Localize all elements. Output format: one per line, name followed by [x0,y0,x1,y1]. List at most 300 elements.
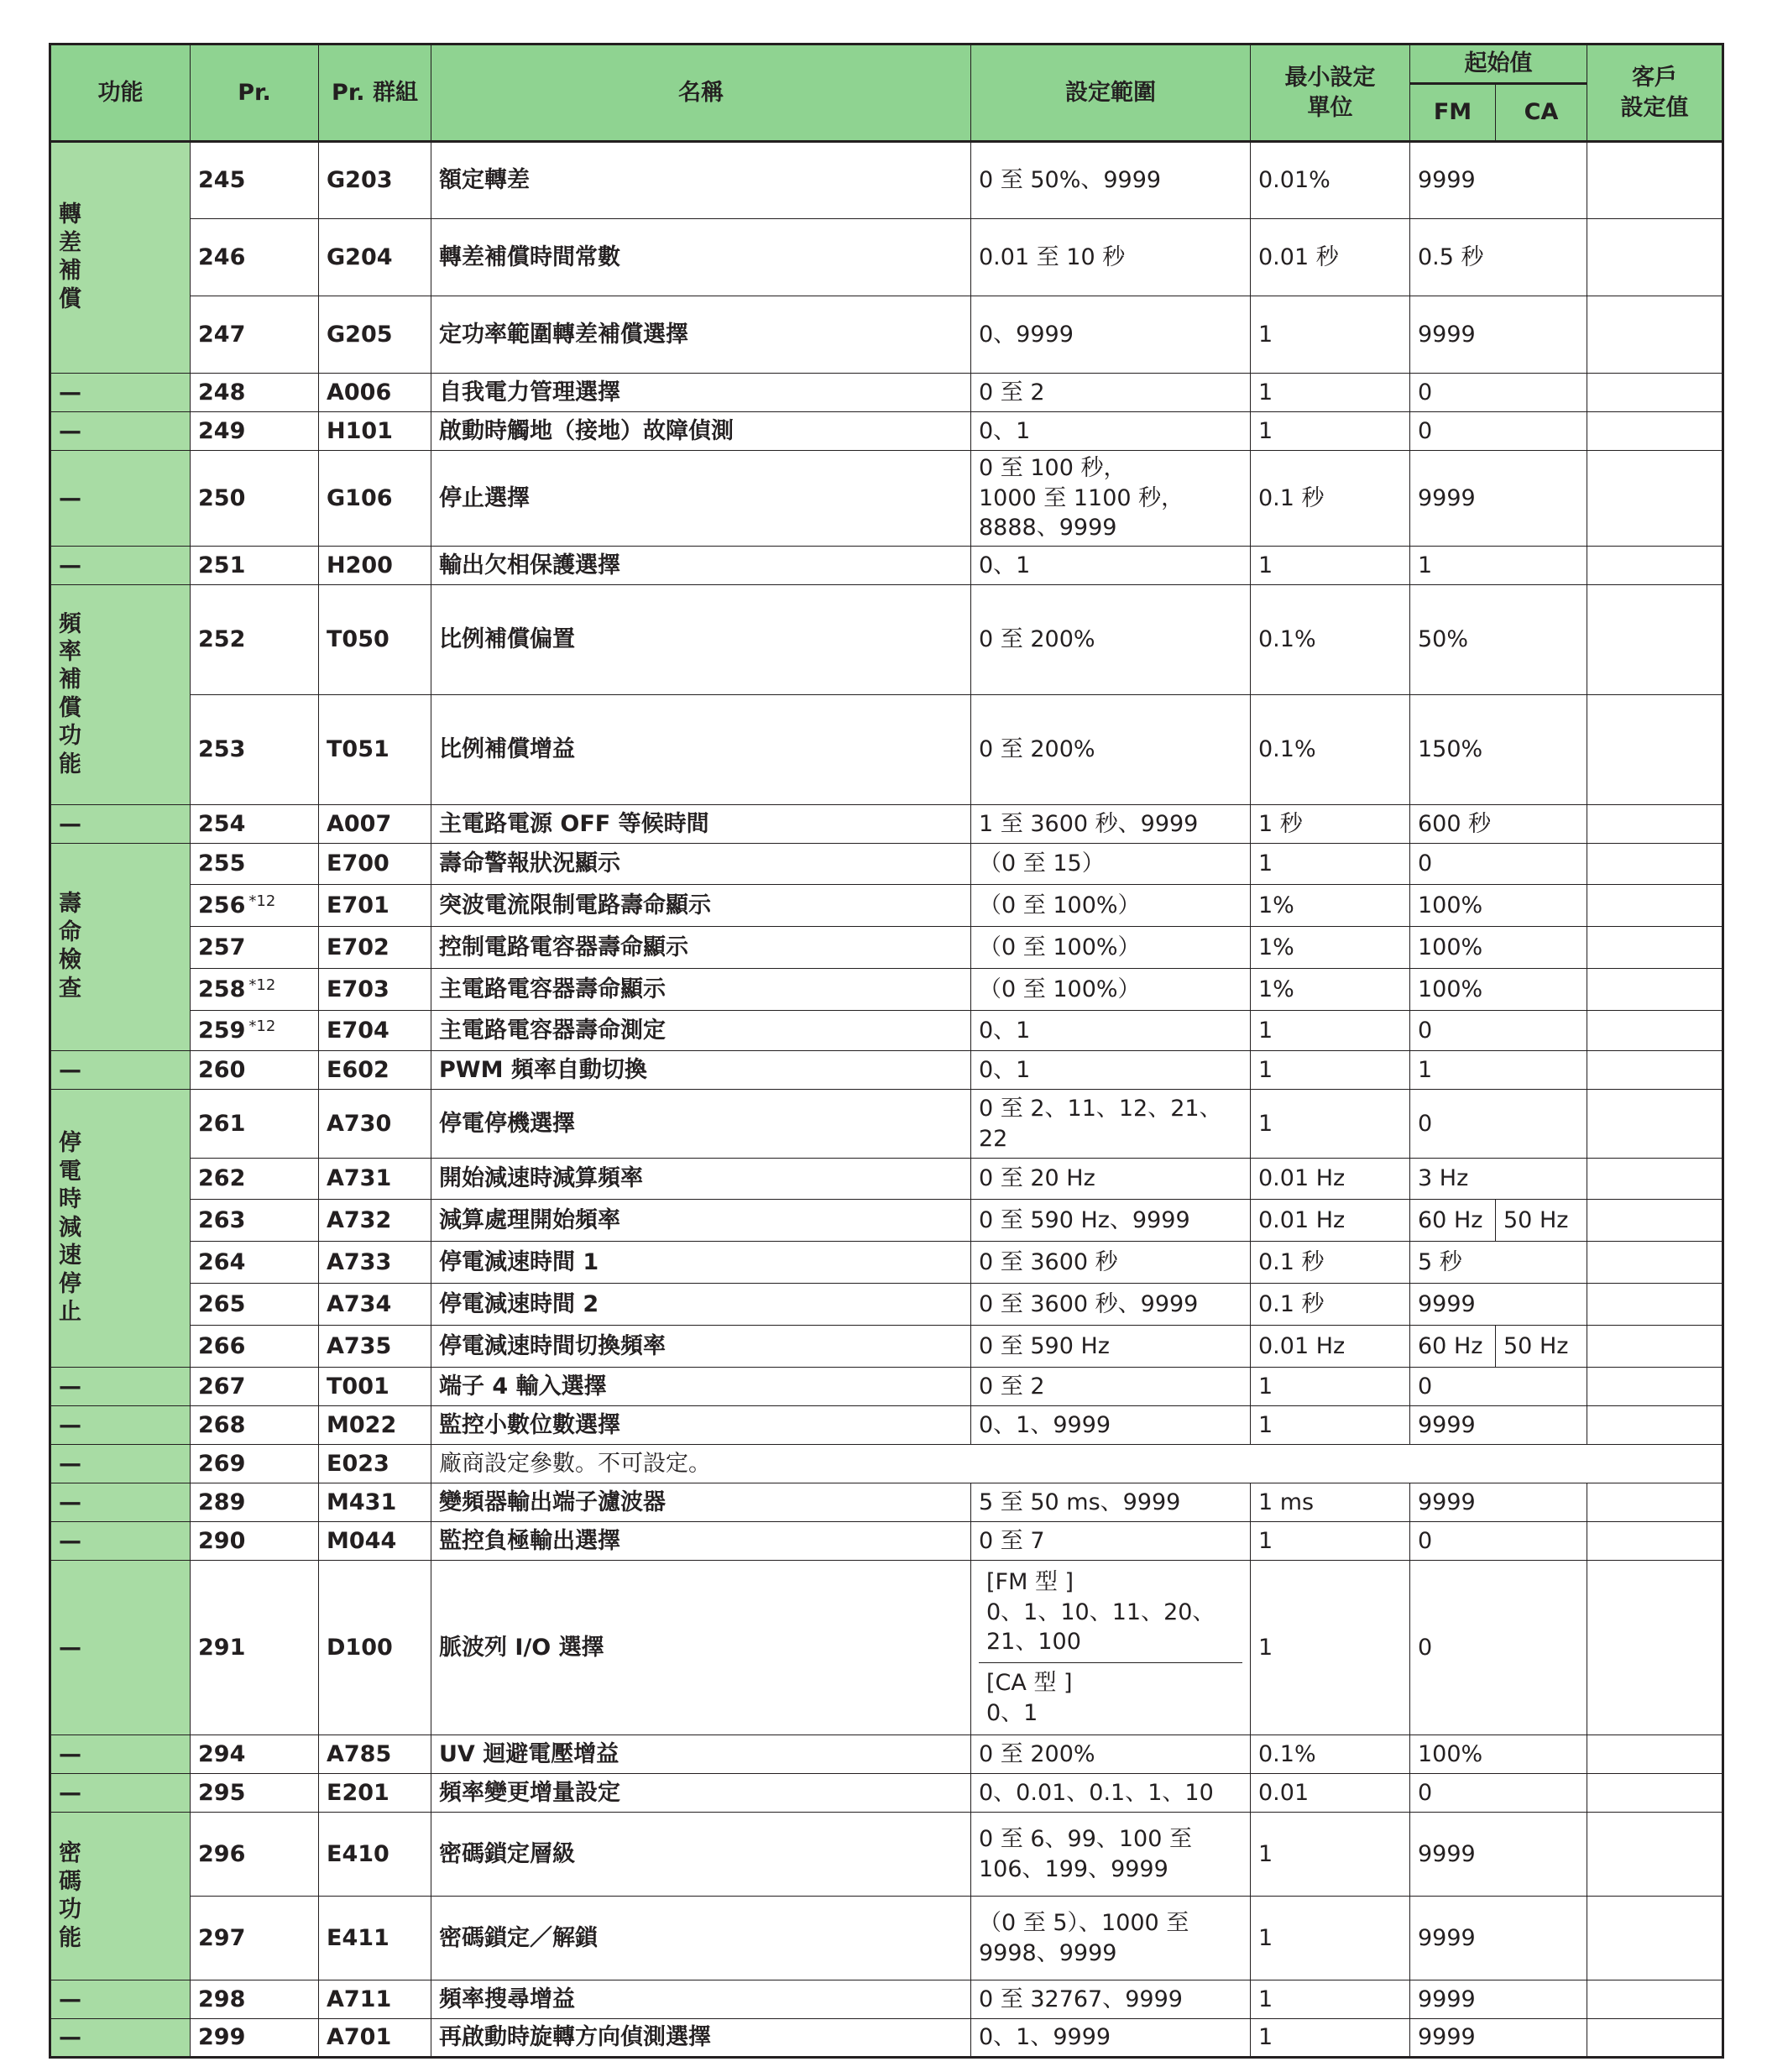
min-unit-cell: 1 秒 [1251,805,1410,844]
initial-value-cell: 9999 [1410,1980,1587,2019]
pr-number: 259 [198,1017,246,1044]
customer-setting-cell [1587,1561,1723,1735]
function-dash-cell: — [50,1483,191,1522]
setting-range-cell: 0、1 [971,547,1251,585]
pr-group-cell: A006 [319,374,431,412]
customer-setting-cell [1587,695,1723,805]
pr-group-cell: E703 [319,969,431,1011]
table-row [50,1159,1723,1200]
initial-value-cell: 150% [1410,695,1587,805]
table-row [50,969,1723,1011]
table-row [50,1980,1723,2019]
function-group-cell [50,844,191,1051]
customer-setting-cell [1587,296,1723,374]
setting-range-cell: 0 至 2 [971,374,1251,412]
pr-group-cell: T001 [319,1368,431,1406]
setting-range-cell: 0 至 590 Hz、9999 [971,1200,1251,1242]
table-row [50,1284,1723,1326]
function-dash-cell: — [50,1522,191,1561]
function-dash-cell: — [50,547,191,585]
setting-range-cell: 0、1、9999 [971,2019,1251,2058]
initial-value-cell: 9999 [1410,1284,1587,1326]
pr-number-cell [191,2019,319,2058]
initial-value-cell: 0 [1410,1774,1587,1813]
pr-number: 250 [198,484,246,511]
parameter-name-cell: 主電路電容器壽命顯示 [431,969,971,1011]
pr-group-cell: E700 [319,844,431,885]
table-row [50,885,1723,927]
min-unit-cell: 1% [1251,969,1410,1011]
parameter-name-cell: PWM 頻率自動切換 [431,1051,971,1090]
parameter-name-cell: 再啟動時旋轉方向偵測選擇 [431,2019,971,2058]
min-unit-cell: 0.01 秒 [1251,219,1410,296]
table-row [50,695,1723,805]
pr-group-cell: T051 [319,695,431,805]
customer-setting-cell [1587,1483,1723,1522]
function-group-label: 壽命檢查 [59,891,81,1002]
customer-setting-cell [1587,1159,1723,1200]
pr-number-cell [191,1897,319,1980]
pr-group-cell: A732 [319,1200,431,1242]
pr-number: 260 [198,1056,246,1083]
setting-range-cell: （0 至 15） [971,844,1251,885]
parameter-name-cell: UV 迴避電壓增益 [431,1735,971,1774]
pr-number: 294 [198,1740,246,1767]
min-unit-cell: 0.01 Hz [1251,1200,1410,1242]
pr-number-cell [191,927,319,969]
function-dash-cell: — [50,805,191,844]
pr-number-cell [191,1368,319,1406]
header-range: 設定範圍 [971,44,1251,142]
customer-setting-cell [1587,885,1723,927]
pr-group-cell: M044 [319,1522,431,1561]
function-group-cell [50,1090,191,1368]
pr-number-cell [191,1159,319,1200]
parameter-name-cell: 主電路電源 OFF 等候時間 [431,805,971,844]
customer-setting-cell [1587,142,1723,219]
function-dash-cell: — [50,412,191,451]
pr-number-cell [191,1011,319,1051]
initial-value-cell: 9999 [1410,296,1587,374]
pr-number-cell [191,1242,319,1284]
min-unit-cell: 0.01 [1251,1774,1410,1813]
header-function: 功能 [50,44,191,142]
pr-group-cell: A785 [319,1735,431,1774]
parameter-name-cell: 突波電流限制電路壽命顯示 [431,885,971,927]
customer-setting-cell [1587,805,1723,844]
parameter-name-cell: 頻率搜尋增益 [431,1980,971,2019]
customer-setting-cell [1587,1735,1723,1774]
setting-range-cell: 0 至 200% [971,585,1251,695]
pr-group-cell: A711 [319,1980,431,2019]
setting-range-cell: 0、1 [971,412,1251,451]
pr-footnote: *12 [248,892,276,910]
initial-value-cell: 3 Hz [1410,1159,1587,1200]
header-pr: Pr. [191,44,319,142]
min-unit-cell: 1 [1251,1813,1410,1897]
setting-range-ca: [CA 型 ] 0、1 [986,1669,1073,1726]
pr-number-cell [191,1406,319,1445]
customer-setting-cell [1587,1284,1723,1326]
setting-range-cell: 5 至 50 ms、9999 [971,1483,1251,1522]
min-unit-cell: 1 [1251,547,1410,585]
table-row [50,927,1723,969]
header-customer: 客戶 設定值 [1587,44,1723,142]
customer-setting-cell [1587,1522,1723,1561]
table-row [50,219,1723,296]
pr-number: 256 [198,892,246,918]
pr-number-cell [191,805,319,844]
initial-value-cell: 9999 [1410,1813,1587,1897]
pr-group-cell: M022 [319,1406,431,1445]
min-unit-cell: 1 [1251,1522,1410,1561]
min-unit-cell: 1 [1251,2019,1410,2058]
table-row [50,1200,1723,1242]
pr-number-cell [191,1326,319,1368]
pr-group-cell: G203 [319,142,431,219]
min-unit-cell: 1 [1251,844,1410,885]
pr-number-cell [191,844,319,885]
pr-group-cell: E410 [319,1813,431,1897]
table-row [50,1774,1723,1813]
pr-number: 248 [198,379,246,406]
function-dash-cell: — [50,451,191,547]
parameter-name-cell: 密碼鎖定層級 [431,1813,971,1897]
function-dash-cell: — [50,1368,191,1406]
parameter-name-cell: 減算處理開始頻率 [431,1200,971,1242]
initial-value-cell: 9999 [1410,2019,1587,2058]
setting-range-cell: 0.01 至 10 秒 [971,219,1251,296]
pr-number: 291 [198,1634,246,1661]
function-group-label: 頻率補償功能 [59,610,81,777]
pr-number-cell [191,1980,319,2019]
pr-number-cell [191,1284,319,1326]
min-unit-cell: 1 ms [1251,1483,1410,1522]
pr-number-cell [191,547,319,585]
parameter-rows [50,142,1723,2058]
pr-group-cell: T050 [319,585,431,695]
parameter-name-cell: 定功率範圍轉差補償選擇 [431,296,971,374]
table-row [50,844,1723,885]
pr-group-cell: E201 [319,1774,431,1813]
setting-range-cell: （0 至 100%） [971,927,1251,969]
pr-number: 255 [198,850,246,877]
table-row [50,1406,1723,1445]
function-group-cell [50,585,191,805]
initial-value-cell: 1 [1410,547,1587,585]
min-unit-cell: 1% [1251,927,1410,969]
pr-number-cell [191,1561,319,1735]
min-unit-cell: 1 [1251,1090,1410,1159]
customer-setting-cell [1587,547,1723,585]
initial-fm-cell: 60 Hz [1410,1200,1496,1242]
initial-value-cell: 0 [1410,844,1587,885]
function-dash-cell: — [50,1774,191,1813]
initial-value-cell: 9999 [1410,142,1587,219]
pr-number: 289 [198,1489,246,1515]
header-name: 名稱 [431,44,971,142]
pr-number: 254 [198,810,246,837]
pr-number-cell [191,412,319,451]
pr-number: 296 [198,1840,246,1867]
table-row [50,1735,1723,1774]
function-dash-cell: — [50,1980,191,2019]
setting-range-cell: （0 至 5）、1000 至 9998、9999 [971,1897,1251,1980]
parameter-name-cell: 停止選擇 [431,451,971,547]
setting-range-cell: 0 至 590 Hz [971,1326,1251,1368]
function-dash-cell: — [50,1406,191,1445]
initial-value-cell: 0 [1410,1090,1587,1159]
pr-number: 295 [198,1779,246,1806]
pr-number-cell [191,219,319,296]
setting-range-cell: 0 至 7 [971,1522,1251,1561]
pr-number: 249 [198,417,246,444]
parameter-name-cell: 脈波列 I/O 選擇 [431,1561,971,1735]
setting-range-cell: 0、1 [971,1051,1251,1090]
customer-setting-cell [1587,412,1723,451]
parameter-name-cell: 壽命警報狀況顯示 [431,844,971,885]
parameter-name-cell: 停電減速時間切換頻率 [431,1326,971,1368]
table-row [50,374,1723,412]
pr-number: 261 [198,1110,246,1137]
parameter-name-cell: 停電減速時間 2 [431,1284,971,1326]
setting-range-cell: 0 至 6、99、100 至 106、199、9999 [971,1813,1251,1897]
pr-number: 297 [198,1924,246,1951]
pr-number: 290 [198,1527,246,1554]
pr-number-cell [191,969,319,1011]
table-row [50,585,1723,695]
setting-range-cell: 0 至 100 秒， 1000 至 1100 秒， 8888、9999 [971,451,1251,547]
parameter-table [49,43,1724,2059]
pr-number: 251 [198,552,246,578]
pr-footnote: *12 [248,1017,276,1035]
table-row [50,1242,1723,1284]
min-unit-cell: 0.01 Hz [1251,1326,1410,1368]
pr-number-cell [191,1200,319,1242]
function-dash-cell: — [50,374,191,412]
customer-setting-cell [1587,1897,1723,1980]
pr-group-cell: A734 [319,1284,431,1326]
function-dash-cell: — [50,1051,191,1090]
pr-number-cell [191,885,319,927]
parameter-name-cell: 端子 4 輸入選擇 [431,1368,971,1406]
initial-value-cell: 1 [1410,1051,1587,1090]
setting-range-cell: 0 至 50%、9999 [971,142,1251,219]
min-unit-cell: 1 [1251,412,1410,451]
pr-group-cell: E704 [319,1011,431,1051]
pr-number-cell [191,1774,319,1813]
pr-number: 262 [198,1165,246,1192]
pr-number-cell [191,1090,319,1159]
customer-setting-cell [1587,844,1723,885]
setting-range-cell: 0 至 2 [971,1368,1251,1406]
setting-range-cell: （0 至 100%） [971,969,1251,1011]
table-row [50,1445,1723,1483]
pr-number-cell [191,695,319,805]
pr-number-cell [191,1522,319,1561]
pr-group-cell: A731 [319,1159,431,1200]
pr-number: 267 [198,1373,246,1400]
setting-range-cell: 0 至 3600 秒 [971,1242,1251,1284]
table-row [50,1813,1723,1897]
pr-number: 298 [198,1986,246,2012]
customer-setting-cell [1587,1980,1723,2019]
initial-value-cell: 100% [1410,969,1587,1011]
customer-setting-cell [1587,2019,1723,2058]
setting-range-cell [971,1561,1251,1735]
function-group-label: 轉差補償 [59,201,81,312]
table-row [50,1368,1723,1406]
setting-range-cell: 0 至 2、11、12、21、 22 [971,1090,1251,1159]
setting-range-cell: 1 至 3600 秒、9999 [971,805,1251,844]
customer-setting-cell [1587,1813,1723,1897]
min-unit-cell: 0.1 秒 [1251,1284,1410,1326]
initial-value-cell: 0.5 秒 [1410,219,1587,296]
pr-group-cell: E602 [319,1051,431,1090]
min-unit-cell: 1 [1251,1561,1410,1735]
table-row [50,1326,1723,1368]
customer-setting-cell [1587,1368,1723,1406]
parameter-name-cell: 停電減速時間 1 [431,1242,971,1284]
table-row [50,412,1723,451]
min-unit-cell: 1 [1251,1406,1410,1445]
table-row [50,296,1723,374]
pr-group-cell: H101 [319,412,431,451]
pr-number-cell [191,142,319,219]
function-dash-cell: — [50,1561,191,1735]
pr-group-cell: A701 [319,2019,431,2058]
table-row [50,1897,1723,1980]
pr-number: 299 [198,2024,246,2051]
parameter-name-cell: 主電路電容器壽命測定 [431,1011,971,1051]
initial-value-cell: 9999 [1410,1483,1587,1522]
pr-group-cell: H200 [319,547,431,585]
customer-setting-cell [1587,1011,1723,1051]
parameter-name-cell: 控制電路電容器壽命顯示 [431,927,971,969]
initial-value-cell: 0 [1410,1561,1587,1735]
table-row [50,805,1723,844]
pr-group-cell: G204 [319,219,431,296]
customer-setting-cell [1587,585,1723,695]
pr-number-cell [191,1445,319,1483]
pr-group-cell: D100 [319,1561,431,1735]
pr-group-cell: E701 [319,885,431,927]
initial-value-cell: 100% [1410,927,1587,969]
customer-setting-cell [1587,927,1723,969]
min-unit-cell: 1% [1251,885,1410,927]
setting-range-cell: 0 至 20 Hz [971,1159,1251,1200]
parameter-name-cell: 廠商設定參數。不可設定。 [431,1445,1723,1483]
initial-value-cell: 0 [1410,412,1587,451]
pr-number-cell [191,374,319,412]
header-min-unit: 最小設定 單位 [1251,44,1410,142]
customer-setting-cell [1587,1051,1723,1090]
parameter-name-cell: 啟動時觸地（接地）故障偵測 [431,412,971,451]
table-row [50,1011,1723,1051]
initial-value-cell: 9999 [1410,1897,1587,1980]
pr-group-cell: E411 [319,1897,431,1980]
pr-number-cell [191,1735,319,1774]
table-row [50,1522,1723,1561]
min-unit-cell: 0.01 Hz [1251,1159,1410,1200]
pr-group-cell: A730 [319,1090,431,1159]
customer-setting-cell [1587,219,1723,296]
min-unit-cell: 1 [1251,1980,1410,2019]
min-unit-cell: 1 [1251,1051,1410,1090]
customer-setting-cell [1587,1090,1723,1159]
table-row [50,547,1723,585]
pr-number: 252 [198,626,246,653]
pr-footnote: *12 [248,976,276,994]
min-unit-cell: 1 [1251,1011,1410,1051]
min-unit-cell: 0.01% [1251,142,1410,219]
function-dash-cell: — [50,1735,191,1774]
parameter-name-cell: 開始減速時減算頻率 [431,1159,971,1200]
min-unit-cell: 0.1 秒 [1251,451,1410,547]
table-row [50,451,1723,547]
customer-setting-cell [1587,969,1723,1011]
function-dash-cell: — [50,1445,191,1483]
parameter-table-container [49,43,1722,2059]
min-unit-cell: 1 [1251,1368,1410,1406]
pr-group-cell: M431 [319,1483,431,1522]
initial-fm-cell: 60 Hz [1410,1326,1496,1368]
pr-number: 257 [198,934,246,960]
pr-group-cell: G205 [319,296,431,374]
initial-value-cell: 9999 [1410,1406,1587,1445]
table-row [50,142,1723,219]
customer-setting-cell [1587,1326,1723,1368]
parameter-name-cell: 停電停機選擇 [431,1090,971,1159]
min-unit-cell: 1 [1251,1897,1410,1980]
pr-number: 263 [198,1206,246,1233]
header-fm: FM [1410,84,1496,142]
function-group-label: 密碼功能 [59,1840,81,1951]
initial-value-cell: 5 秒 [1410,1242,1587,1284]
pr-number: 246 [198,243,246,270]
parameter-name-cell: 密碼鎖定／解鎖 [431,1897,971,1980]
setting-range-cell: 0 至 32767、9999 [971,1980,1251,2019]
initial-value-cell: 0 [1410,1011,1587,1051]
pr-number: 253 [198,736,246,763]
setting-range-cell: 0、0.01、0.1、1、10 [971,1774,1251,1813]
min-unit-cell: 1 [1251,374,1410,412]
initial-ca-cell: 50 Hz [1496,1200,1587,1242]
pr-group-cell: G106 [319,451,431,547]
customer-setting-cell [1587,1242,1723,1284]
header-initial: 起始值 [1410,44,1587,84]
setting-range-cell: 0 至 200% [971,1735,1251,1774]
parameter-name-cell: 額定轉差 [431,142,971,219]
pr-number-cell [191,1483,319,1522]
setting-range-cell: 0、1 [971,1011,1251,1051]
pr-group-cell: E702 [319,927,431,969]
initial-value-cell: 9999 [1410,451,1587,547]
function-dash-cell: — [50,2019,191,2058]
table-row [50,1090,1723,1159]
pr-number: 258 [198,976,246,1002]
pr-number-cell [191,1813,319,1897]
pr-number: 247 [198,321,246,348]
parameter-name-cell: 變頻器輸出端子濾波器 [431,1483,971,1522]
customer-setting-cell [1587,1774,1723,1813]
pr-number-cell [191,585,319,695]
function-group-label: 停電時減速停止 [59,1130,81,1326]
min-unit-cell: 0.1% [1251,585,1410,695]
pr-group-cell: A733 [319,1242,431,1284]
parameter-name-cell: 比例補償增益 [431,695,971,805]
initial-value-cell: 0 [1410,1522,1587,1561]
